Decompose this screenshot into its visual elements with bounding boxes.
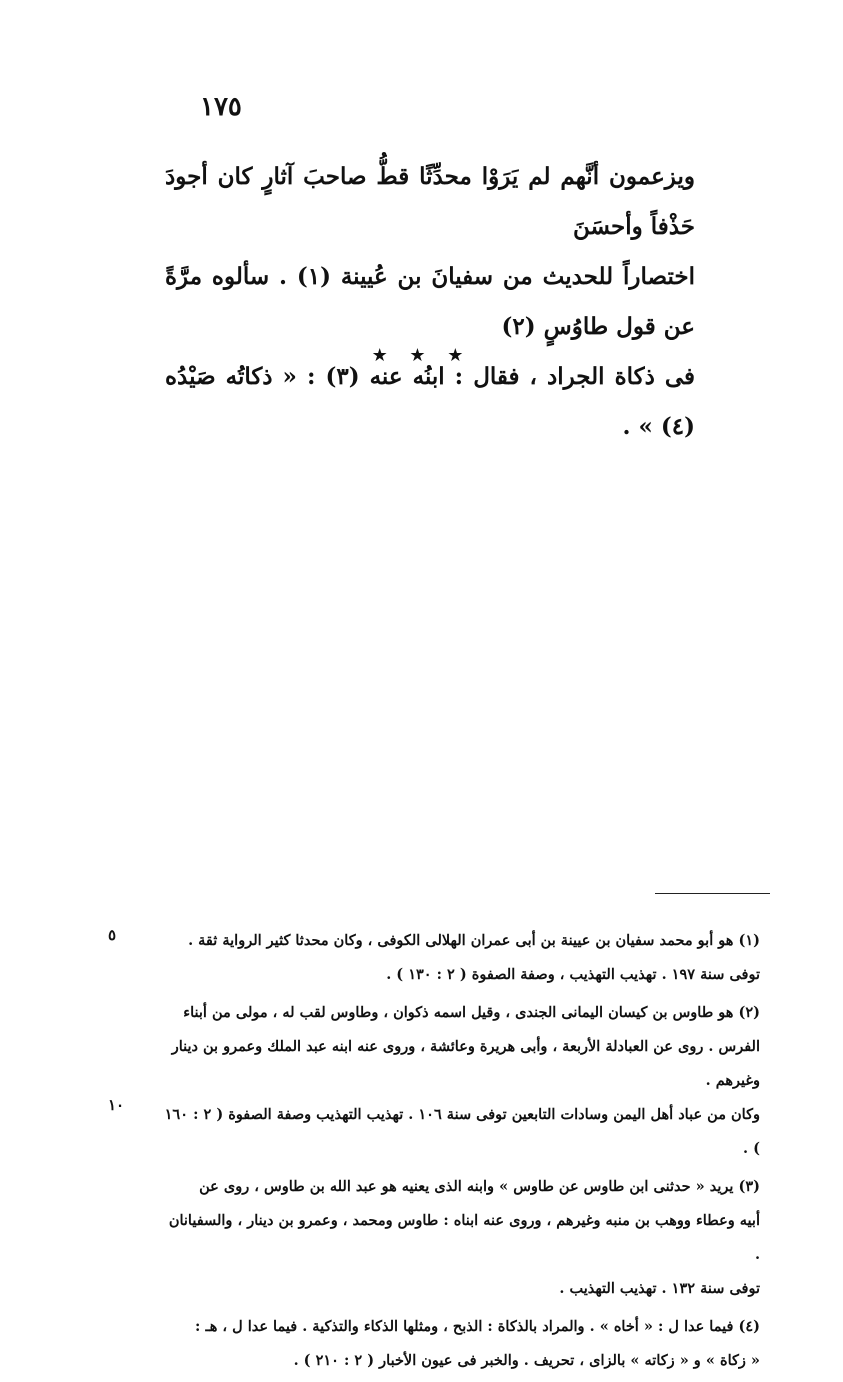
main-text-line: ويزعمون أنَّهم لم يَرَوْا محدِّثًا قطُّ صاحبَ آثارٍ كان أجودَ حَذْفاً وأحسَنَ	[165, 163, 695, 240]
footnote-line: « زكاة » و « زكاته » بالزاى ، تحريف . والخبر فى عيون الأخبار ( ٢ : ٢١٠ ) .	[293, 1352, 760, 1369]
footnote-rule	[655, 893, 770, 894]
footnote-line: الفرس . روى عن العبادلة الأربعة ، وأبى هريرة وعائشة ، وروى عنه ابنه عبد الملك وعمرو بن دينار وغيرهم .	[171, 1038, 760, 1089]
line-number-marker: ١٠	[108, 1096, 125, 1114]
footnote-1	[160, 924, 760, 992]
main-text	[165, 152, 695, 452]
footnote-4	[160, 1310, 760, 1378]
footnote-2	[160, 996, 760, 1166]
main-text-line: اختصاراً للحديث من سفيانَ بن عُيينة (١) . سألوه مرَّةً عن قول طاوُسٍ (٢)	[165, 263, 695, 340]
footnote-3	[160, 1170, 760, 1306]
footnotes	[160, 924, 760, 1382]
page-number: ١٧٥	[200, 92, 242, 122]
footnote-line: أبيه وعطاء ووهب بن منبه وغيرهم ، وروى عنه ابناه : طاوس ومحمد ، وعمرو بن دينار ، والسفيانان .	[168, 1212, 760, 1263]
footnote-line: (١) هو أبو محمد سفيان بن عيينة بن أبى عمران الهلالى الكوفى ، وكان محدثا كثير الرواية ثقة .	[188, 932, 760, 949]
footnote-line: (٢) هو طاوس بن كيسان اليمانى الجندى ، وقيل اسمه ذكوان ، وطاوس لقب له ، مولى من أبناء	[183, 1004, 760, 1021]
footnote-line: توفى سنة ١٣٢ . تهذيب التهذيب .	[559, 1280, 760, 1297]
footnote-line: (٣) يريد « حدثنى ابن طاوس عن طاوس » وابنه الذى يعنيه هو عبد الله بن طاوس ، روى عن	[199, 1178, 760, 1195]
footnote-line: توفى سنة ١٩٧ . تهذيب التهذيب ، وصفة الصفوة ( ٢ : ١٣٠ ) .	[386, 966, 760, 983]
footnote-line: (٤) فيما عدا ل : « أخاه » . والمراد بالذكاة : الذبح ، ومثلها الذكاء والتذكية . فيما عدا ل ، هـ :	[195, 1318, 760, 1335]
section-separator: ★ ★ ★	[371, 345, 472, 366]
line-number-marker: ٥	[108, 926, 117, 944]
main-text-line: فى ذكاة الجراد ، فقال : ابنُه عنه (٣) : « ذكاتُه صَيْدُه (٤) » .	[165, 363, 695, 440]
footnote-line: وكان من عباد أهل اليمن وسادات التابعين توفى سنة ١٠٦ . تهذيب التهذيب وصفة الصفوة ( ٢ : ١٦٠ ) .	[164, 1106, 760, 1157]
